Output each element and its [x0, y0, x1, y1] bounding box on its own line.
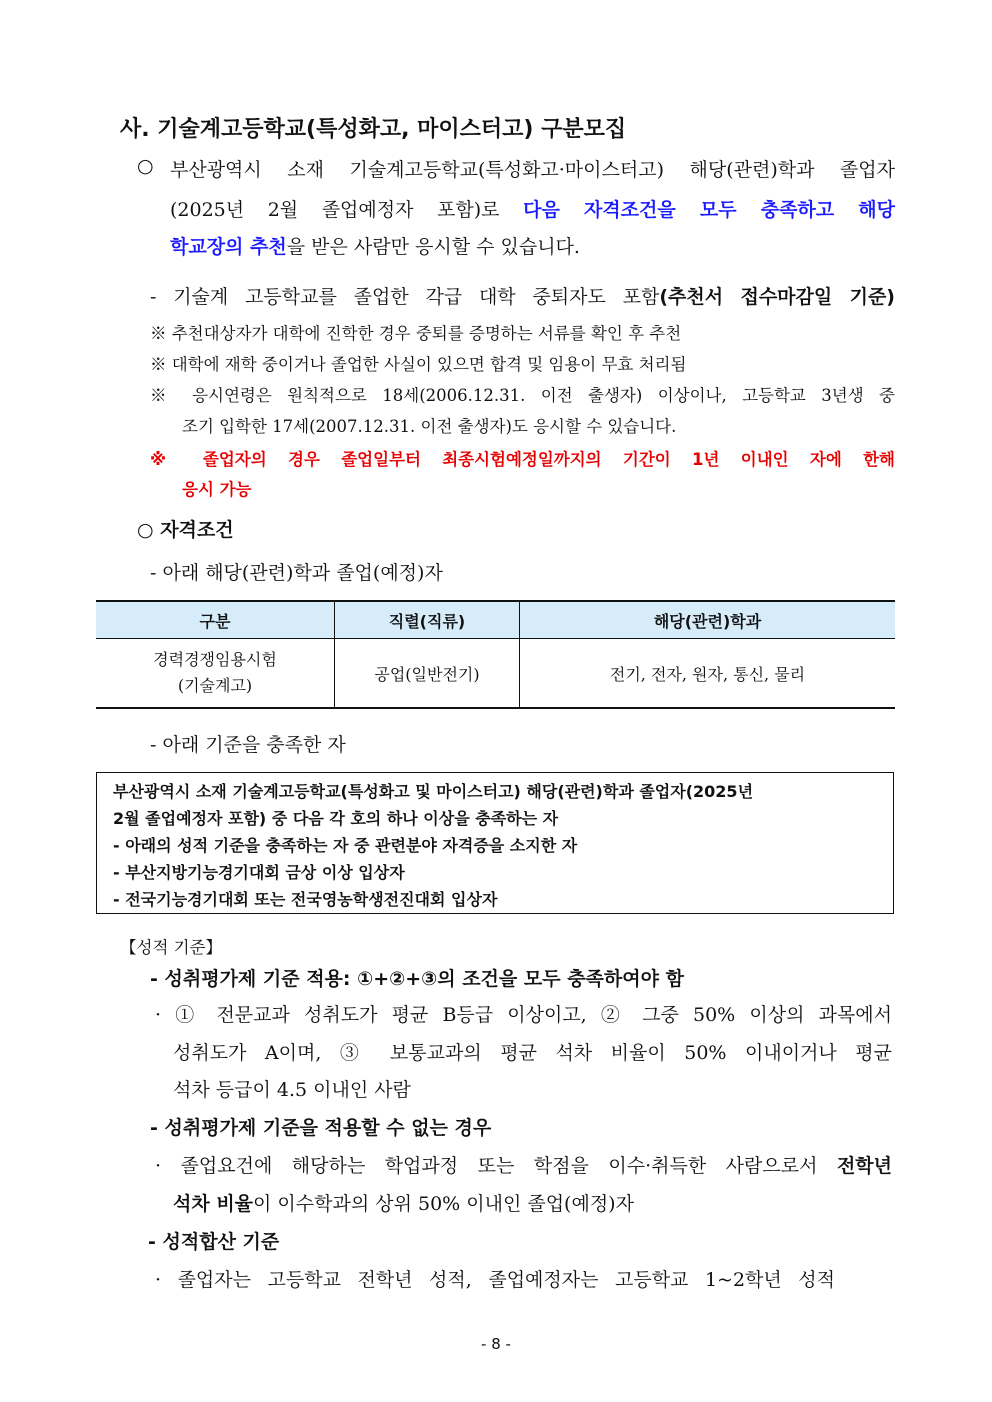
- criteria-line-5: - 전국기능경기대회 또는 전국영농학생전진대회 입상자: [113, 890, 498, 909]
- intro-line-2-highlight: 다음 자격조건을 모두 충족하고 해당: [523, 199, 895, 221]
- cell-departments: 전기, 전자, 원자, 통신, 물리: [520, 639, 896, 709]
- grades-heading: 【성적 기준】: [120, 938, 223, 957]
- intro-line-1: 부산광역시 소재 기술계고등학교(특성화고·마이스터고) 해당(관련)학과 졸업자: [170, 159, 895, 181]
- grades-item-2-line-2-plain: 이 이수학과의 상위 50% 이내인 졸업(예정)자: [253, 1193, 634, 1215]
- intro-line-3-plain: 을 받은 사람만 응시할 수 있습니다.: [286, 236, 580, 258]
- section-title: 사. 기술계고등학교(특성화고, 마이스터고) 구분모집: [120, 117, 627, 142]
- cell-category-line-2: (기술계고): [177, 676, 253, 695]
- intro-line-3-highlight: 학교장의 추천: [170, 236, 287, 258]
- grades-item-1-line-3: 석차 등급이 4.5 이내인 사람: [173, 1079, 411, 1101]
- note-1: ※ 추천대상자가 대학에 진학한 경우 중퇴를 증명하는 서류를 확인 후 추천: [150, 324, 682, 343]
- note-3-cont: 조기 입학한 17세(2007.12.31. 이전 출생자)도 응시할 수 있습니다.: [182, 417, 677, 436]
- grades-item-1-title: - 성취평가제 기준 적용: ①+②+③의 조건을 모두 충족하여야 함: [150, 968, 684, 990]
- grades-item-2-line-2: [173, 1189, 634, 1216]
- criteria-line-1: 부산광역시 소재 기술계고등학교(특성화고 및 마이스터고) 해당(관련)학과 졸업자(2025년: [113, 782, 754, 801]
- qualifications-sub-1: - 아래 해당(관련)학과 졸업(예정)자: [150, 562, 443, 584]
- intro-line-3: [170, 232, 580, 259]
- department-table: [96, 600, 895, 709]
- grades-item-3-line: · 졸업자는 고등학교 전학년 성적, 졸업예정자는 고등학교 1~2학년 성적: [155, 1269, 835, 1291]
- cell-category: [96, 639, 335, 709]
- criteria-line-3: - 아래의 성적 기준을 충족하는 자 중 관련분야 자격증을 소지한 자: [113, 836, 578, 855]
- dropout-note-bold: (추천서 접수마감일 기준): [659, 286, 895, 308]
- grades-item-2-line-1-bold: 전학년: [836, 1155, 892, 1177]
- criteria-line-4: - 부산지방기능경기대회 금상 이상 입상자: [113, 863, 405, 882]
- grades-item-2-title: - 성취평가제 기준을 적용할 수 없는 경우: [150, 1117, 492, 1139]
- grades-item-1-line-2: 성취도가 A이며, ③ 보통교과의 평균 석차 비율이 50% 이내이거나 평균: [173, 1042, 892, 1064]
- header-category: 구분: [96, 601, 335, 639]
- criteria-box: [96, 772, 894, 914]
- table-header-row: [96, 601, 895, 639]
- grades-item-1-line-1: · ① 전문교과 성취도가 평균 B등급 이상이고, ② 그중 50% 이상의 과목에서: [155, 1004, 892, 1026]
- grades-item-2-line-2-bold: 석차 비율: [173, 1193, 254, 1215]
- dropout-note: [150, 282, 895, 309]
- dropout-note-plain: - 기술계 고등학교를 졸업한 각급 대학 중퇴자도 포함: [150, 286, 660, 308]
- red-note-line-1: ※ 졸업자의 경우 졸업일부터 최종시험예정일까지의 기간이 1년 이내인 자에 한해: [150, 450, 895, 469]
- header-departments: 해당(관련)학과: [520, 601, 896, 639]
- page-number: - 8 -: [481, 1335, 511, 1353]
- qualifications-sub-2: - 아래 기준을 충족한 자: [150, 734, 346, 756]
- intro-bullet: ○: [137, 155, 154, 177]
- intro-line-2: [170, 195, 895, 222]
- red-note-line-2: 응시 가능: [182, 480, 252, 499]
- grades-item-2-line-1-plain: · 졸업요건에 해당하는 학업과정 또는 학점을 이수·취득한 사람으로서: [155, 1155, 818, 1177]
- criteria-line-2: 2월 졸업예정자 포함) 중 다음 각 호의 하나 이상을 충족하는 자: [113, 809, 559, 828]
- grades-item-3-title: - 성적합산 기준: [148, 1231, 280, 1253]
- header-series: 직렬(직류): [335, 601, 520, 639]
- table-row: [96, 639, 895, 709]
- note-3: ※ 응시연령은 원칙적으로 18세(2006.12.31. 이전 출생자) 이상이나, 고등학교 3년생 중: [150, 386, 895, 405]
- grades-item-2-line-1: [155, 1151, 892, 1178]
- cell-series: 공업(일반전기): [335, 639, 520, 709]
- intro-line-2-plain: (2025년 2월 졸업예정자 포함)로: [170, 199, 500, 221]
- cell-category-line-1: 경력경쟁임용시험: [153, 650, 277, 669]
- note-2: ※ 대학에 재학 중이거나 졸업한 사실이 있으면 합격 및 임용이 무효 처리됨: [150, 355, 687, 374]
- qualifications-heading: ○ 자격조건: [137, 519, 234, 541]
